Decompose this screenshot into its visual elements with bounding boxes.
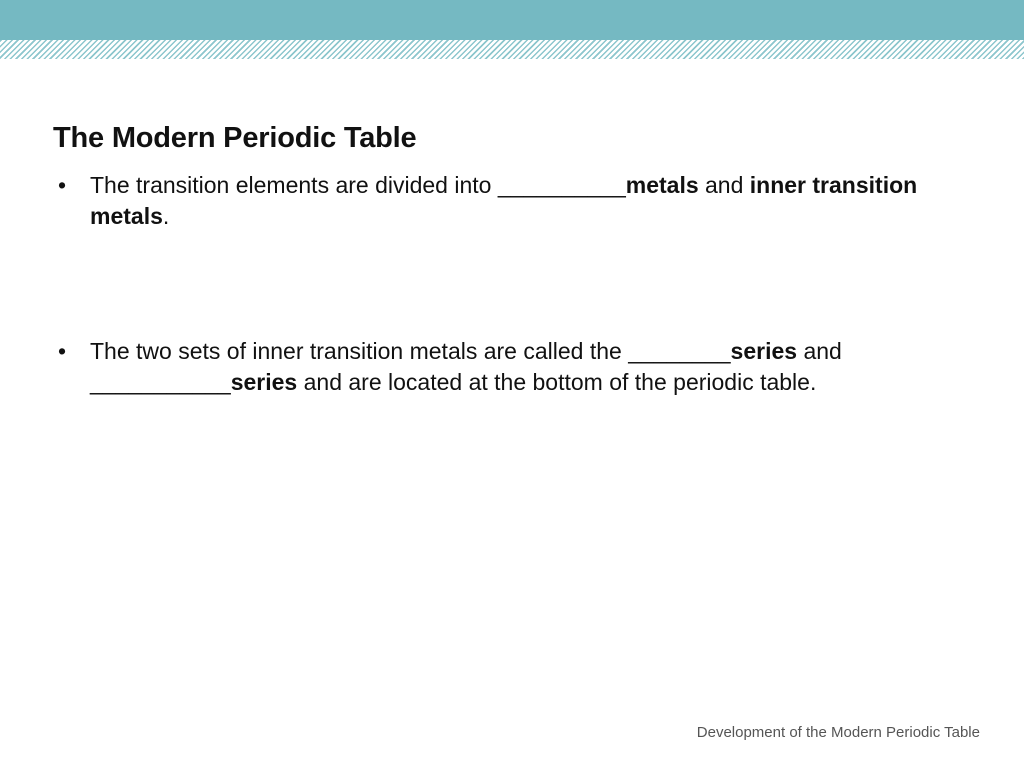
bullet-dot-icon: • [58,338,67,364]
bullet-1-text-a: The transition elements are divided into __________ [90,172,626,198]
bullet-item-1 [53,170,933,232]
bullet-2-text-a: The two sets of inner transition metals are called the ________ [90,338,731,364]
bullet-text-2 [90,336,933,398]
bullet-1-bold-a: metals [625,172,699,198]
header-band [0,0,1024,40]
header-stripes [0,40,1024,59]
slide-footer: Development of the Modern Periodic Table [696,724,980,741]
bullet-2-bold-a: series [730,338,798,364]
slide-title: The Modern Periodic Table [53,122,417,154]
bullet-1-text-b: and [698,172,750,198]
bullet-1-text-c: . [162,203,170,229]
bullet-2-text-c: and are located at the bottom of the periodic table. [297,369,817,395]
bullet-dot-icon: • [58,172,67,198]
bullet-2-bold-b: series [230,369,298,395]
bullet-item-2 [53,336,933,398]
bullet-1-bold-b: inner transition metals [90,172,918,229]
bullet-2-text-b: and ___________ [90,338,842,395]
bullet-text-1 [90,170,933,232]
